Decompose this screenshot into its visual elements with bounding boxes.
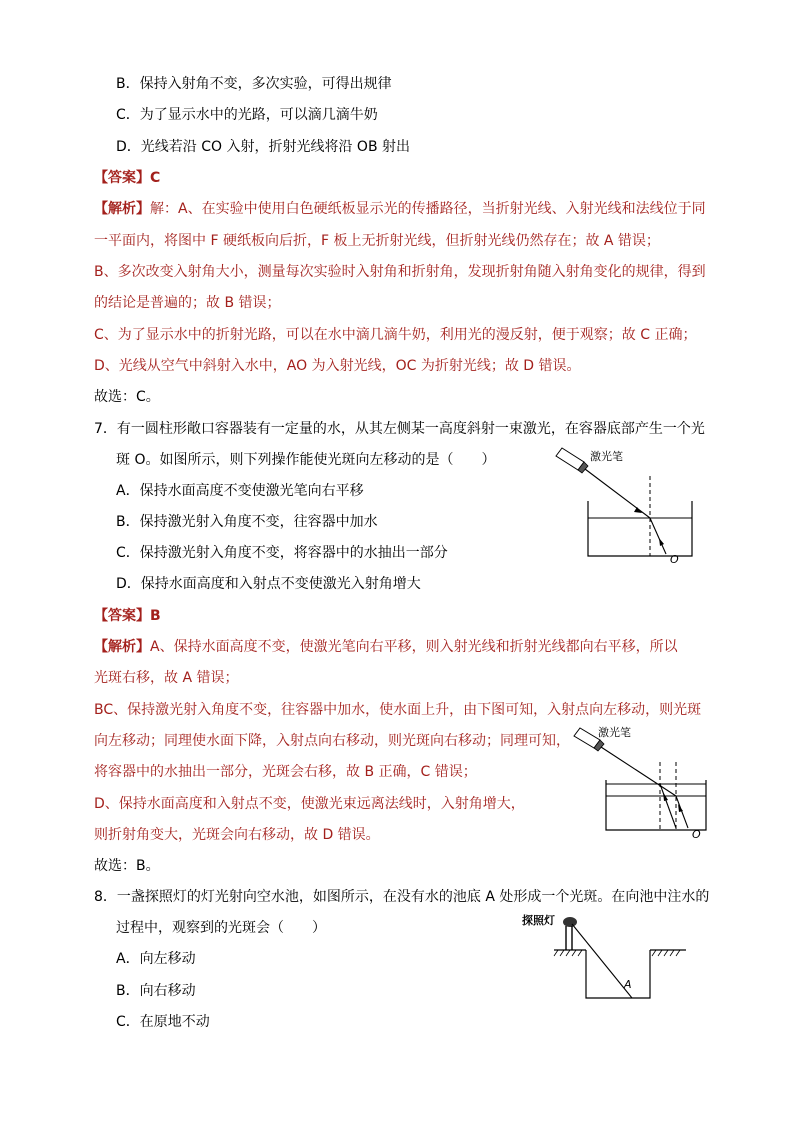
- lamp-label: 探照灯: [522, 914, 555, 927]
- incident-ray: [601, 747, 676, 796]
- container-outline: [588, 501, 692, 556]
- q7-stem-line-1: 7．有一圆柱形敞口容器装有一定量的水，从其左侧某一高度斜射一束激光，在容器底部产生一个光: [94, 421, 705, 437]
- pool-outline: [586, 950, 650, 998]
- answer-label: 【答案】: [94, 170, 150, 186]
- refracted-ray: [650, 518, 666, 554]
- ground-hatch: [554, 950, 686, 956]
- container-outline: [606, 780, 706, 830]
- q6-analysis-line-1: [94, 200, 706, 218]
- laser-label: 激光笔: [590, 450, 623, 463]
- q7-analysis-line-3: BC、保持激光射入角度不变，往容器中加水，使水面上升，由下图可知，入射点向左移动，则光斑: [94, 702, 702, 718]
- laser-label: 激光笔: [598, 726, 631, 739]
- q6-analysis-line-2: 一平面内，将图中 F 硬纸板向后折，F 板上无折射光线，但折射光线仍然存在；故 A 错误；: [94, 233, 660, 249]
- q8-option-b: B．向右移动: [116, 983, 196, 999]
- q6-option-c: C．为了显示水中的光路，可以滴几滴牛奶: [116, 107, 378, 123]
- q7-analysis-line-2: 光斑右移，故 A 错误；: [94, 670, 239, 686]
- analysis-label: 【解析】: [94, 639, 150, 655]
- spot-label: O: [692, 828, 701, 841]
- point-a-label: A: [624, 978, 632, 991]
- q7-analysis-line-6: D、保持水面高度和入射点不变，使激光束远离法线时，入射角增大，: [94, 796, 525, 812]
- q7-figure-analysis-container: [570, 722, 710, 842]
- laser-pen-icon: [556, 448, 588, 473]
- q6-answer: [94, 169, 160, 187]
- q7-conclusion: 故选：B。: [94, 858, 160, 874]
- q7-analysis-line-4: 向左移动；同理使水面下降，入射点向右移动，则光斑向右移动；同理可知，: [94, 733, 570, 749]
- arrow-icon: [634, 507, 642, 513]
- analysis-text: A、保持水面高度不变，使激光笔向右平移，则入射光线和折射光线都向右平移，所以: [150, 639, 678, 655]
- analysis-label: 【解析】: [94, 201, 150, 217]
- q6-option-d: D．光线若沿 CO 入射，折射光线将沿 OB 射出: [116, 139, 410, 155]
- q7-stem-line-2: 斑 O。如图所示，则下列操作能使光斑向左移动的是（ ）: [116, 452, 496, 468]
- q7-option-c: C．保持激光射入角度不变，将容器中的水抽出一部分: [116, 545, 448, 561]
- q7-answer: [94, 607, 161, 625]
- q6-conclusion: 故选：C。: [94, 389, 160, 405]
- q8-stem-line-1: 8．一盏探照灯的灯光射向空水池，如图所示，在没有水的池底 A 处形成一个光斑。在向池中注水的: [94, 889, 710, 905]
- q8-option-a: A．向左移动: [116, 951, 196, 967]
- q6-analysis-line-4: 的结论是普遍的；故 B 错误；: [94, 295, 281, 311]
- q8-stem-line-2: 过程中，观察到的光斑会（ ）: [116, 920, 326, 936]
- q6-analysis-line-3: B、多次改变入射角大小，测量每次实验时入射角和折射角，发现折射角随入射角变化的规律，得到: [94, 264, 706, 280]
- answer-value: C: [150, 170, 161, 186]
- q7-option-d: D．保持水面高度和入射点不变使激光入射角增大: [116, 576, 421, 592]
- q7-analysis-line-5: 将容器中的水抽出一部分，光斑会右移，故 B 正确，C 错误；: [94, 764, 477, 780]
- q6-option-b: B．保持入射角不变，多次实验，可得出规律: [116, 76, 392, 92]
- answer-value: B: [150, 608, 161, 624]
- answer-label: 【答案】: [94, 608, 150, 624]
- analysis-text: 解：A、在实验中使用白色硬纸板显示光的传播路径，当折射光线、入射光线和法线位于同: [150, 201, 706, 217]
- q7-option-a: A．保持水面高度不变使激光笔向右平移: [116, 483, 364, 499]
- q8-figure-pool: [520, 910, 700, 1005]
- q7-option-b: B．保持激光射入角度不变，往容器中加水: [116, 514, 378, 530]
- q6-analysis-line-5: C、为了显示水中的折射光路，可以在水中滴几滴牛奶，利用光的漫反射，便于观察；故 C 正确；: [94, 327, 697, 343]
- refracted-ray: [676, 796, 688, 828]
- q7-figure-laser-container: [552, 446, 702, 566]
- incident-ray: [585, 469, 650, 518]
- q7-analysis-line-1: [94, 638, 678, 656]
- arrow-icon: [659, 538, 664, 546]
- searchlight-icon: [563, 917, 577, 950]
- q8-option-c: C．在原地不动: [116, 1014, 210, 1030]
- light-ray: [572, 924, 632, 998]
- q6-analysis-line-6: D、光线从空气中斜射入水中，AO 为入射光线，OC 为折射光线；故 D 错误。: [94, 358, 581, 374]
- q7-analysis-line-7: 则折射角变大，光斑会向右移动，故 D 错误。: [94, 827, 380, 843]
- spot-label: O: [670, 553, 679, 566]
- arrow-icon: [678, 804, 683, 812]
